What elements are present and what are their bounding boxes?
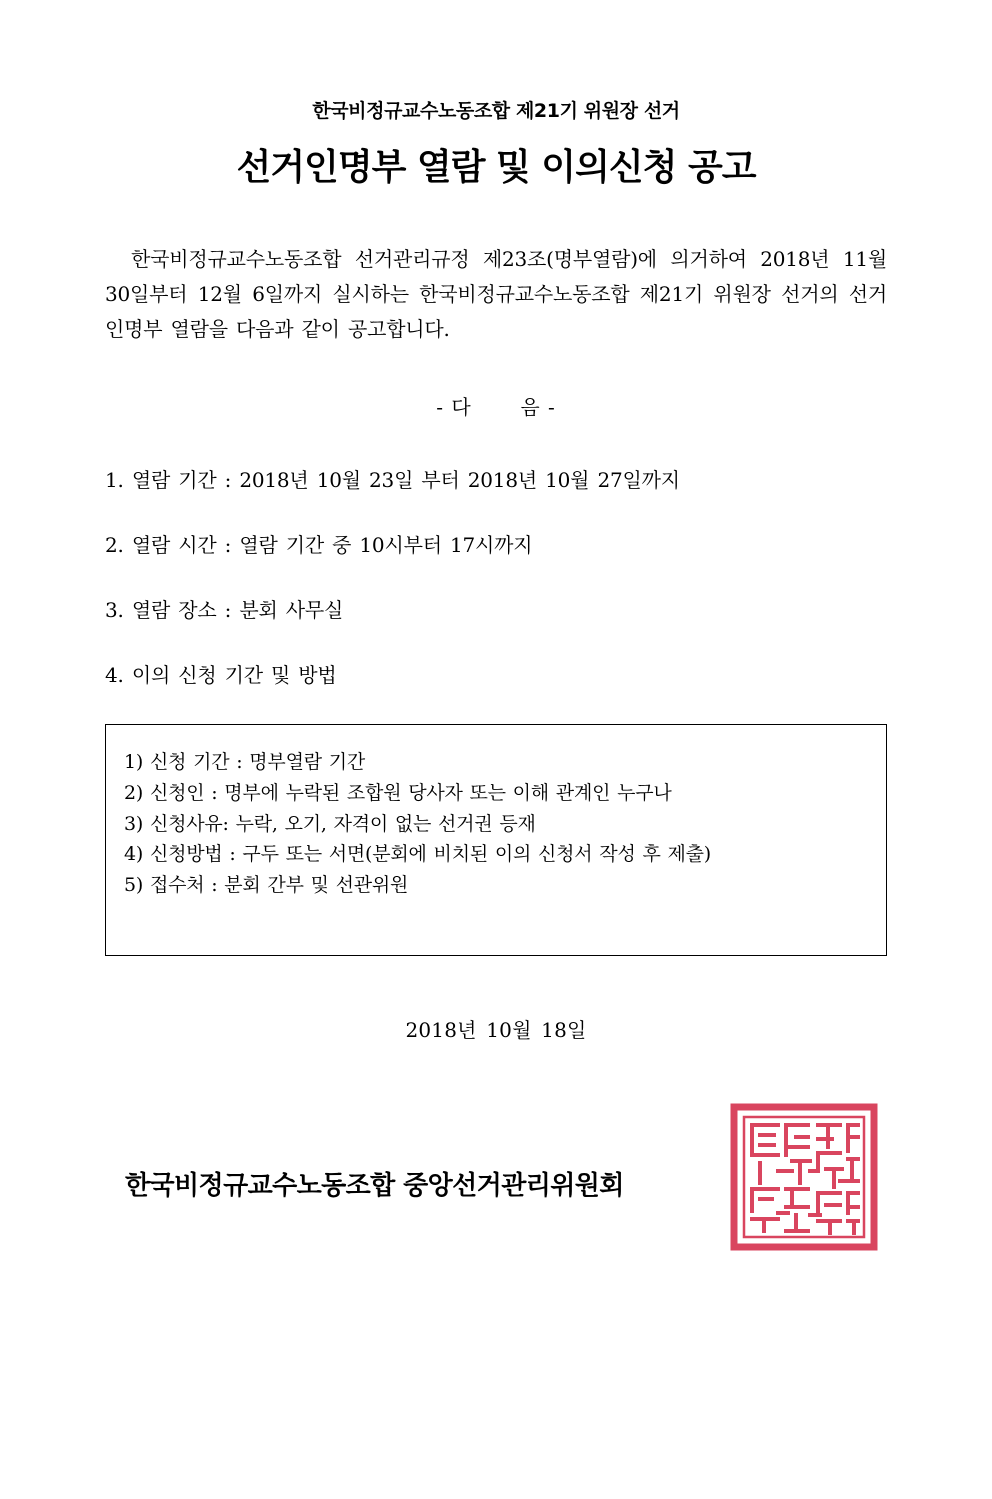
signature-row [105, 1113, 887, 1263]
official-seal-stamp [730, 1103, 878, 1251]
page-title: 선거인명부 열람 및 이의신청 공고 [236, 147, 756, 188]
box-list-item: 3) 신청사유: 누락, 오기, 자격이 없는 선거권 등재 [124, 812, 536, 835]
box-list-item: 1) 신청 기간 : 명부열람 기간 [124, 751, 366, 773]
list-item: 2. 열람 시간 : 열람 기간 중 10시부터 17시까지 [105, 533, 533, 557]
list-item: 4. 이의 신청 기간 및 방법 [105, 663, 337, 687]
section-divider [105, 391, 887, 420]
intro-paragraph: 한국비정규교수노동조합 선거관리규정 제23조(명부열람)에 의거하여 2018년 11월 30일부터 12월 6일까지 실시하는 한국비정규교수노동조합 제21기 위원장 선거의 선거인명부 열람을 다음과 같이 공고합니다. [105, 247, 887, 341]
divider-left-text: - 다 [436, 395, 472, 419]
list-item: 1. 열람 기간 : 2018년 10월 23일 부터 2018년 10월 27일까지 [105, 468, 680, 492]
document-date: 2018년 10월 18일 [405, 1018, 587, 1042]
box-list-item: 5) 접수처 : 분회 간부 및 선관위원 [124, 874, 409, 897]
objection-details-box [105, 724, 887, 956]
box-list-item: 2) 신청인 : 명부에 누락된 조합원 당사자 또는 이해 관계인 누구나 [124, 781, 672, 804]
organization-name: 한국비정규교수노동조합 중앙선거관리위원회 [125, 1171, 624, 1201]
list-item: 3. 열람 장소 : 분회 사무실 [105, 598, 344, 622]
document-page [0, 96, 992, 1499]
document-subtitle: 한국비정규교수노동조합 제21기 위원장 선거 [312, 100, 680, 122]
divider-right-text: 음 - [520, 395, 556, 419]
numbered-items [105, 464, 887, 688]
box-list-item: 4) 신청방법 : 구두 또는 서면(분회에 비치된 이의 신청서 작성 후 제출) [124, 843, 711, 866]
